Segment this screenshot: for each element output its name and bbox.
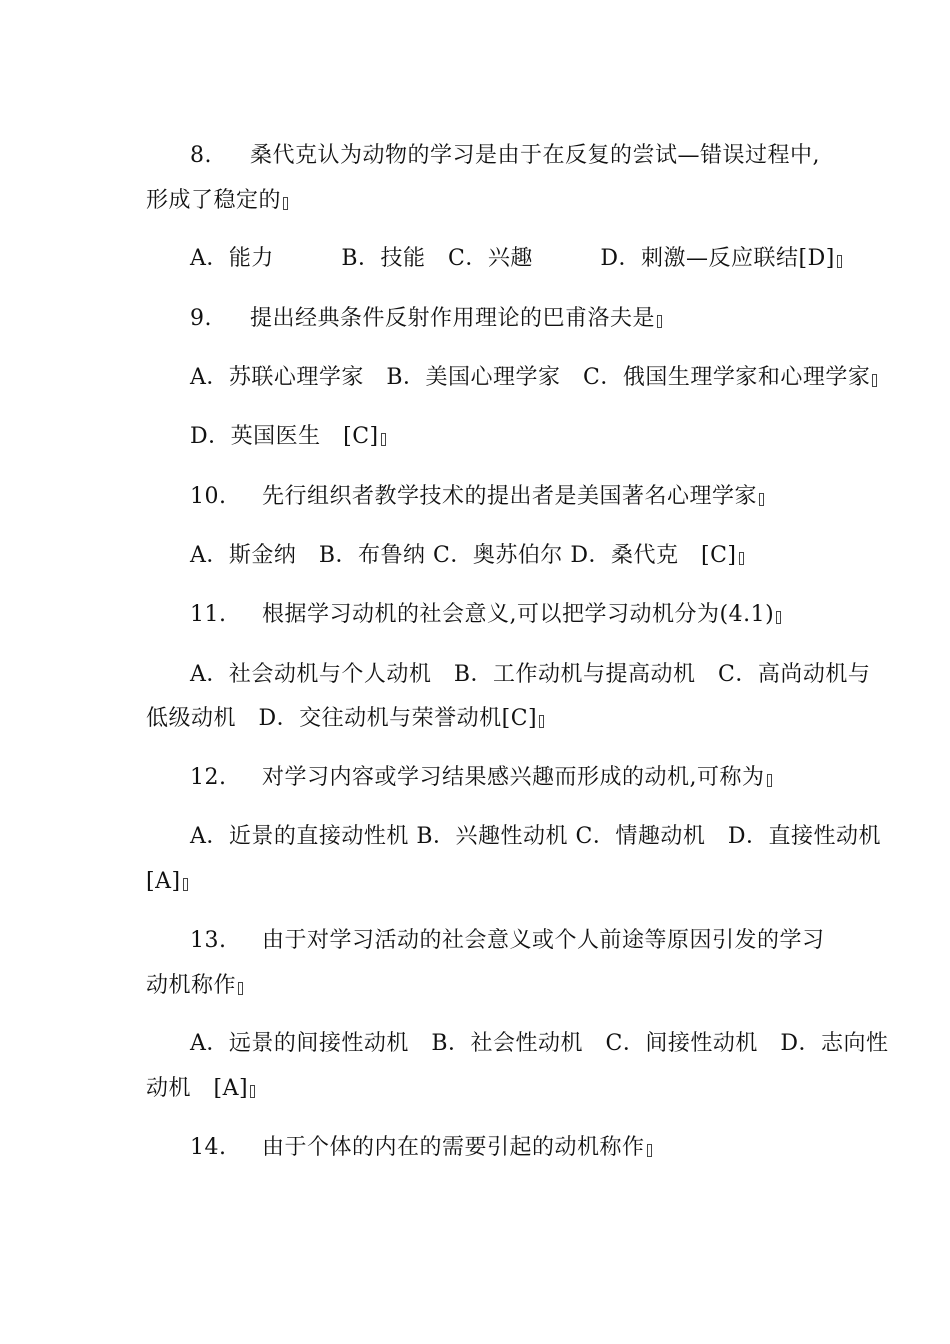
question-text: 动机称作 xyxy=(145,973,236,998)
question-number: 10. xyxy=(189,484,227,509)
missing-glyph-box xyxy=(837,255,842,268)
question-12-options xyxy=(160,792,881,882)
missing-glyph-box xyxy=(759,493,764,506)
options-text: D．英国医生 [C] xyxy=(189,424,379,449)
missing-glyph-box xyxy=(381,433,386,446)
options-text: A．近景的直接动性机 B．兴趣性动机 C．情趣动机 D．直接性动机 xyxy=(189,824,881,849)
options-text: A．斯金纳 B．布鲁纳 C．奥苏伯尔 D．桑代克 [C] xyxy=(189,543,737,568)
options-text: A．苏联心理学家 B．美国心理学家 C．俄国生理学家和心理学家 xyxy=(189,365,871,390)
missing-glyph-box xyxy=(647,1144,652,1157)
missing-glyph-box xyxy=(238,982,243,995)
question-number: 13. xyxy=(189,928,227,953)
question-text: 先行组织者教学技术的提出者是美国著名心理学家 xyxy=(262,482,764,512)
question-text: 提出经典条件反射作用理论的巴甫洛夫是 xyxy=(250,304,662,334)
question-number: 12. xyxy=(189,765,227,790)
question-number: 8. xyxy=(189,143,212,168)
question-10-options xyxy=(160,511,744,601)
options-text: 低级动机 D．交往动机与荣誉动机[C] xyxy=(145,706,538,731)
question-number: 11. xyxy=(189,602,227,627)
question-text: 形成了稳定的 xyxy=(145,188,281,213)
missing-glyph-box xyxy=(767,774,772,787)
question-8-options xyxy=(160,214,842,304)
options-text: 动机 [A] xyxy=(145,1076,249,1101)
options-text: A．远景的间接性动机 B．社会性动机 C．间接性动机 D．志向性 xyxy=(189,1031,889,1056)
question-text: 由于个体的内在的需要引起的动机称作 xyxy=(262,1133,652,1163)
options-text: [A] xyxy=(145,869,181,894)
options-text: A．社会动机与个人动机 B．工作动机与提高动机 C．高尚动机与 xyxy=(189,662,871,687)
question-13-options xyxy=(160,999,889,1089)
missing-glyph-box xyxy=(539,715,544,728)
question-14-stem xyxy=(160,1103,645,1193)
question-text: 根据学习动机的社会意义,可以把学习动机分为(4.1) xyxy=(262,600,781,630)
question-text: 桑代克认为动物的学习是由于在反复的尝试—错误过程中, xyxy=(250,143,820,168)
missing-glyph-box xyxy=(872,374,877,387)
question-text: 对学习内容或学习结果感兴趣而形成的动机,可称为 xyxy=(262,763,772,793)
missing-glyph-box xyxy=(739,552,744,565)
missing-glyph-box xyxy=(183,878,188,891)
missing-glyph-box xyxy=(776,611,781,624)
options-text: A．能力 B．技能 C．兴趣 D．刺激—反应联结[D] xyxy=(189,246,835,271)
missing-glyph-box xyxy=(283,197,288,210)
question-text: 由于对学习活动的社会意义或个人前途等原因引发的学习 xyxy=(262,928,825,953)
question-number: 9. xyxy=(189,306,212,331)
missing-glyph-box xyxy=(250,1085,255,1098)
question-number: 14. xyxy=(189,1135,227,1160)
missing-glyph-box xyxy=(657,315,662,328)
